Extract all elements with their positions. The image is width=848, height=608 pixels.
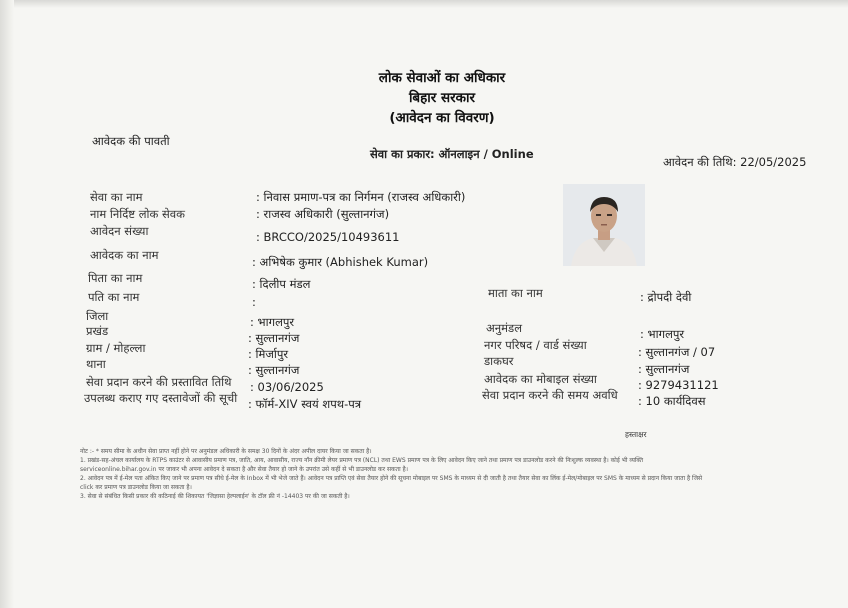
value-service-name: : निवास प्रमाण-पत्र का निर्गमन (राजस्व अधिकारी) [256, 190, 466, 204]
value-husband-name: : [252, 295, 256, 309]
application-date: आवेदन की तिथि: 22/05/2025 [663, 155, 807, 169]
value-district: : भागलपुर [250, 315, 295, 329]
value-block: : सुल्तानगंज [248, 331, 300, 345]
label-post-office: डाकघर [484, 354, 514, 368]
label-mother-name: माता का नाम [488, 286, 543, 300]
label-documents-list: उपलब्ध कराए गए दस्तावेजों की सूची [84, 391, 238, 405]
label-service-duration: सेवा प्रदान करने की समय अवधि [482, 388, 618, 402]
label-service-name: सेवा का नाम [90, 190, 143, 204]
receipt-label: आवेदक की पावती [92, 134, 170, 148]
value-mother-name: : द्रोपदी देवी [640, 290, 692, 304]
note-line-1: 1. प्रखंड-सह-अंचल कार्यालय के RTPS काउंटर से आवासीय प्रमाण पत्र, जाति, आय, आवासीय, राज्य नॉन क्रीमी लेयर प्रमाण पत्र (NCL) तथा EWS प्रमाण पत्र के लिए आवेदन किए जाने तथा प्रमाण पत्र डाउनलोड करने की निःशुल्क व्यवस्था है। कोई भी व्यक्ति [80, 457, 644, 464]
header-title-govt: बिहार सरकार [408, 90, 476, 106]
value-post-office: : सुल्तानगंज [638, 362, 690, 376]
note-line-4: click कर प्रमाण पत्र डाउनलोड किया जा सकता है। [80, 484, 192, 491]
note-line-3: 2. आवेदन पत्र में ई-मेल पता अंकित किए जाने पर प्रमाण पत्र सीधे ई-मेल के Inbox में भी भेजे जाते हैं। आवेदन पत्र प्राप्ति एवं सेवा तैयार होने की सूचना मोबाइल पर SMS के माध्यम से दी जाती है तथा तैयार सेवा का लिंक ई-मेल/मोबाइल पर SMS के माध्यम से प्रदान किया जाता है जिसे [80, 475, 703, 482]
value-proposed-date: : 03/06/2025 [250, 380, 324, 394]
label-application-number: आवेदन संख्या [90, 224, 149, 238]
label-village: ग्राम / मोहल्ला [86, 341, 146, 355]
label-ward: नगर परिषद / वार्ड संख्या [484, 338, 587, 352]
value-service-duration: : 10 कार्यदिवस [638, 394, 706, 408]
value-police-station: : सुल्तानगंज [248, 363, 300, 377]
label-district: जिला [86, 309, 109, 323]
value-mobile: : 9279431121 [638, 378, 719, 392]
value-application-number: : BRCCO/2025/10493611 [256, 230, 400, 244]
note-line-5: 3. सेवा से संबंधित किसी प्रकार की कठिनाई की शिकायत 'जिज्ञासा हेल्पलाईन' के टॉल फ्री नं -14403 पर की जा सकती है। [80, 493, 350, 500]
applicant-photo [563, 184, 645, 266]
label-subdivision: अनुमंडल [486, 321, 522, 335]
label-applicant-name: आवेदक का नाम [90, 248, 159, 262]
value-applicant-name: : अभिषेक कुमार (Abhishek Kumar) [252, 255, 429, 269]
label-designated-officer: नाम निर्दिष्ट लोक सेवक [90, 207, 185, 221]
value-designated-officer: : राजस्व अधिकारी (सुल्तानगंज) [256, 207, 390, 221]
value-subdivision: : भागलपुर [640, 327, 685, 341]
value-documents-list: : फॉर्म-XIV स्वयं शपथ-पत्र [248, 397, 362, 411]
value-ward: : सुल्तानगंज / 07 [638, 345, 716, 359]
label-police-station: थाना [86, 357, 106, 371]
service-type: सेवा का प्रकार: ऑनलाइन / Online [370, 147, 534, 161]
scan-edge-top [0, 0, 848, 8]
note-line-2: serviceonline.bihar.gov.in पर जाकर भी अपना आवेदन दे सकता है और सेवा तैयार हो जाने के उपरांत उसे कहीं से भी डाउनलोड कर सकता है। [80, 466, 409, 473]
note-line-0: नोट :- * समय सीमा के अधीन सेवा प्राप्त नहीं होने पर अनुमंडल अधिकारी के समक्ष 30 दिनों के अंदर अपील दायर किया जा सकता है। [80, 448, 372, 455]
value-father-name: : दिलीप मंडल [252, 277, 311, 291]
label-father-name: पिता का नाम [88, 271, 143, 285]
label-block: प्रखंड [86, 324, 109, 338]
header-title-details: (आवेदन का विवरण) [389, 110, 495, 126]
scan-edge-left [0, 0, 14, 608]
label-mobile: आवेदक का मोबाइल संख्या [484, 372, 597, 386]
signature-label: हस्ताक्षर [625, 430, 647, 439]
value-village: : मिर्जापुर [248, 347, 289, 361]
label-husband-name: पति का नाम [88, 290, 140, 304]
header-title-main: लोक सेवाओं का अधिकार [378, 70, 506, 86]
label-proposed-date: सेवा प्रदान करने की प्रस्तावित तिथि [86, 375, 232, 389]
